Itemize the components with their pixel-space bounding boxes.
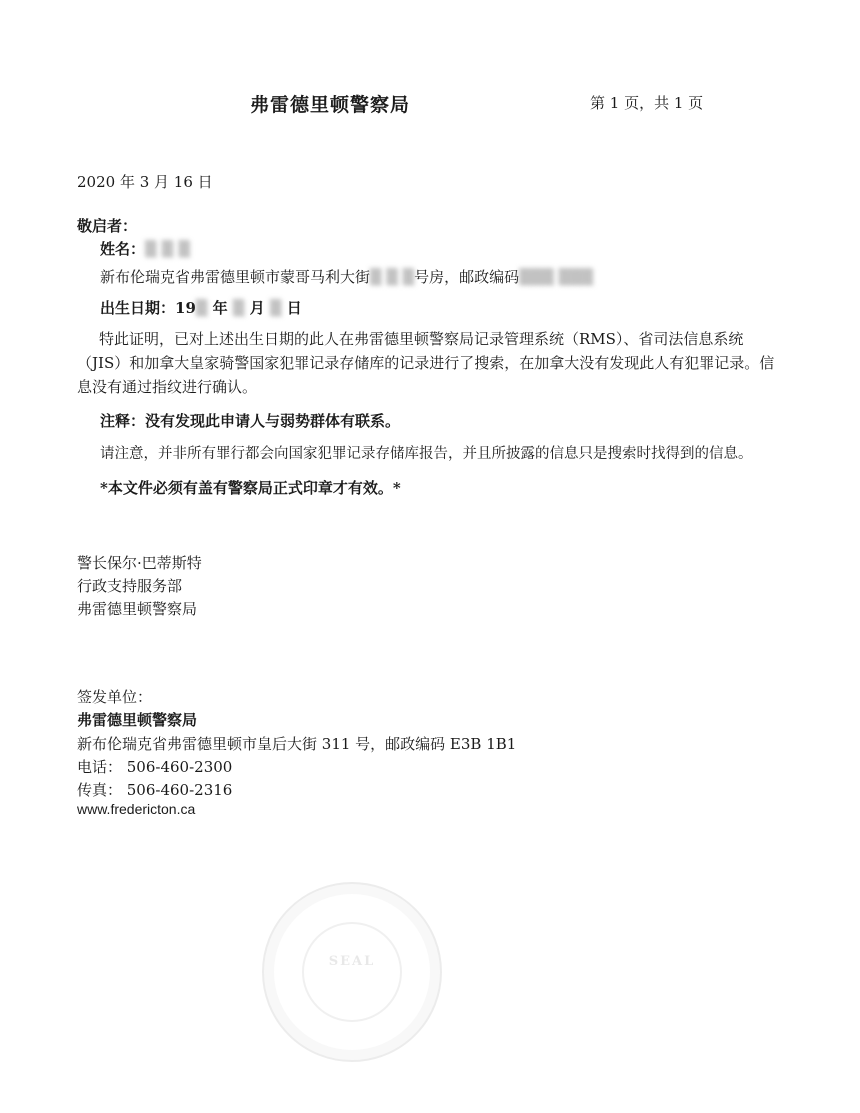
address-line bbox=[100, 266, 593, 287]
dob-year-unit: 年 bbox=[212, 299, 228, 317]
issuer-label: 签发单位： bbox=[77, 688, 153, 706]
dob-day-redacted: ▒ bbox=[269, 299, 282, 317]
postal-redacted: ▒▒▒ ▒▒▒ bbox=[519, 268, 594, 286]
document-title: 弗雷德里顿警察局 bbox=[250, 94, 411, 116]
issuer-fax: 传真： 506-460-2316 bbox=[77, 781, 233, 799]
dob-year-redacted: ▒ bbox=[195, 299, 208, 317]
dob-label: 出生日期： bbox=[100, 299, 176, 317]
address-prefix: 新布伦瑞克省弗雷德里顿市蒙哥马利大街 bbox=[100, 268, 371, 286]
document-date: 2020 年 3 月 16 日 bbox=[77, 173, 213, 191]
seal-text: SEAL bbox=[328, 954, 376, 969]
signer-department: 行政支持服务部 bbox=[77, 577, 183, 595]
signer-name: 警长保尔·巴蒂斯特 bbox=[77, 554, 202, 572]
address-redacted: ▒ ▒ ▒ bbox=[370, 268, 415, 286]
disclaimer-text: 请注意，并非所有罪行都会向国家犯罪记录存储库报告，并且所披露的信息只是搜索时找得到的信息。 bbox=[100, 446, 753, 462]
dob-line bbox=[100, 297, 302, 318]
page-number: 第 1 页，共 1 页 bbox=[590, 94, 704, 112]
signer-organization: 弗雷德里顿警察局 bbox=[77, 600, 198, 618]
note-text: 注释：没有发现此申请人与弱势群体有联系。 bbox=[100, 412, 401, 430]
salutation: 敬启者： bbox=[77, 217, 138, 235]
embossed-seal bbox=[262, 882, 442, 1062]
name-redacted: ▒ ▒ ▒ bbox=[145, 240, 191, 258]
issuer-phone: 电话： 506-460-2300 bbox=[77, 758, 233, 776]
address-suffix: 号房，邮政编码 bbox=[414, 268, 520, 286]
seal-inner-ring bbox=[302, 922, 402, 1022]
name-line bbox=[100, 238, 190, 259]
issuer-website: www.fredericton.ca bbox=[77, 801, 196, 817]
dob-month-redacted: ▒ bbox=[232, 299, 245, 317]
issuer-address: 新布伦瑞克省弗雷德里顿市皇后大街 311 号，邮政编码 E3B 1B1 bbox=[77, 735, 517, 753]
validity-notice: *本文件必须有盖有警察局正式印章才有效。* bbox=[100, 479, 401, 497]
issuer-name: 弗雷德里顿警察局 bbox=[77, 711, 198, 729]
dob-day-unit: 日 bbox=[286, 299, 302, 317]
certification-paragraph: 特此证明，已对上述出生日期的此人在弗雷德里顿警察局记录管理系统（RMS）、省司法信息系统（JIS）和加拿大皇家骑警国家犯罪记录存储库的记录进行了搜索，在加拿大没有发现此人有犯罪记录。信息没有通过指纹进行确认。 bbox=[77, 330, 775, 396]
dob-year: 19 bbox=[175, 299, 196, 317]
dob-month-unit: 月 bbox=[249, 299, 265, 317]
name-label: 姓名： bbox=[100, 240, 146, 258]
